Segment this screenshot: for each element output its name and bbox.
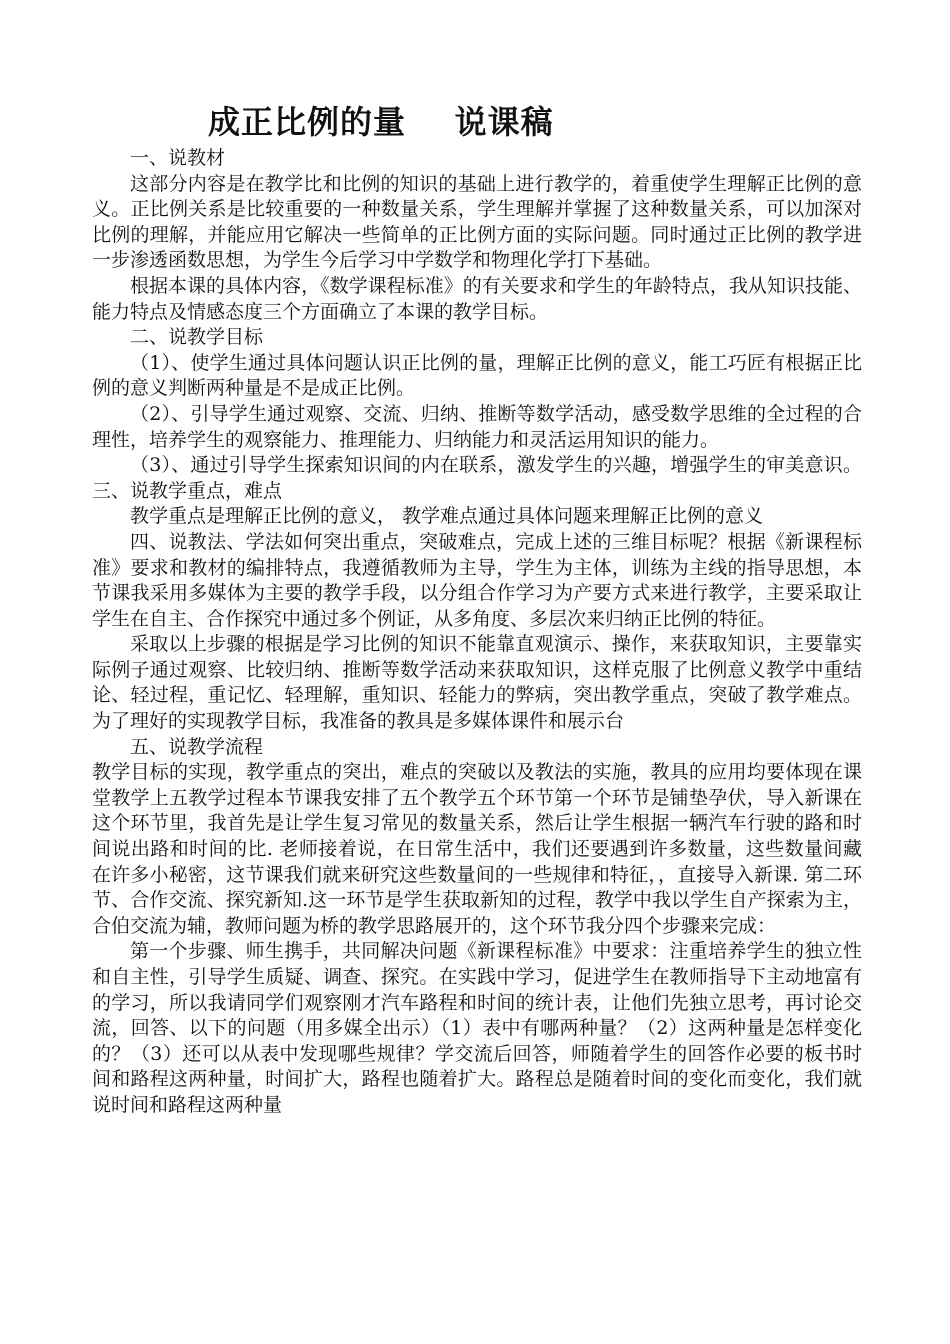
goal-item-1: （1）、使学生通过具体问题认识正比例的量，理解正比例的意义，能工巧匠有根据正比例的意义判断两种量是不是成正比例。 bbox=[92, 351, 862, 400]
paragraph-process: 教学目标的实现，教学重点的突出，难点的突破以及教法的实施，教具的应用均要体现在课堂教学上五教学过程本节课我安排了五个教学五个环节第一个环节是铺垫孕伏，导入新课在这个环节里，我首先是让学生复习常见的数量关系，然后让学生根据一辆汽车行驶的路和时间说出路和时间的比. 老师接着说，在日常生活中，我们还要遇到许多数量，这些数量间藏在许多小秘密，这节课我们就来研究这些数量间的一些规律和特征，，直接导入新课. 第二环节、合作交流、探究新知.这一环节是学生获取新知的过程，教学中我以学生自产探索为主，合伯交流为辅，教师问题为桥的教学思路展开的，这个环节我分四个步骤来完成： bbox=[92, 761, 862, 937]
paragraph-1: 这部分内容是在教学比和比例的知识的基础上进行教学的，着重使学生理解正比例的意义。正比例关系是比较重要的一种数量关系，学生理解并掌握了这种数量关系，可以加深对比例的理解，并能应用它解决一些简单的正比例方面的实际问题。同时通过正比例的教学进一步渗透函数思想，为学生今后学习中学数学和物理化学打下基础。 bbox=[92, 172, 862, 272]
paragraph-2: 根据本课的具体内容，《数学课程标准》的有关要求和学生的年龄特点，我从知识技能、能力特点及情感态度三个方面确立了本课的教学目标。 bbox=[92, 274, 862, 323]
section-heading-1: 一、说教材 bbox=[130, 147, 226, 169]
goal-item-2: （2）、引导学生通过观察、交流、归纳、推断等数学活动，感受数学思维的全过程的合理性，培养学生的观察能力、推理能力、归纳能力和灵活运用知识的能力。 bbox=[92, 402, 862, 451]
document-body bbox=[92, 146, 862, 1119]
section-heading-5: 五、说教学流程 bbox=[130, 735, 264, 758]
document-title: 成正比例的量 说课稿 bbox=[208, 103, 554, 141]
paragraph-step-1: 第一个步骤、师生携手，共同解决问题《新课程标准》中要求：注重培养学生的独立性和自主性，引导学生质疑、调查、探究。在实践中学习，促进学生在教师指导下主动地富有的学习，所以我请同学们观察刚才汽车路程和时间的统计表，让他们先独立思考，再讨论交流，回答、以下的问题（用多媒全出示）（1）表中有哪两种量？（2）这两种量是怎样变化的？（3）还可以从表中发现哪些规律？学交流后回答，师随着学生的回答作必要的板书时间和路程这两种量，时间扩大，路程也随着扩大。路程总是随着时间的变化而变化，我们就说时间和路程这两种量 bbox=[92, 940, 862, 1116]
paragraph-rationale: 采取以上步骤的根据是学习比例的知识不能靠直观演示、操作，来获取知识，主要靠实际例子通过观察、比较归纳、推断等数学活动来获取知识，这样克服了比例意义教学中重结论、轻过程，重记忆、轻理解，重知识、轻能力的弊病，突出教学重点，突破了教学难点。为了理好的实现教学目标，我准备的教具是多媒体课件和展示台 bbox=[92, 633, 862, 733]
paragraph-key-points: 教学重点是理解正比例的意义， 教学难点通过具体问题来理解正比例的意义 bbox=[130, 505, 764, 528]
paragraph-methods: 四、说教法、学法如何突出重点，突破难点，完成上述的三维目标呢？根据《新课程标准》要求和教材的编排特点，我遵循教师为主导，学生为主体，训练为主线的指导思想，本节课我采用多媒体为主要的教学手段，以分组合作学习为产要方式来进行教学，主要采取让学生在自主、合作探究中通过多个例证，从多角度、多层次来归纳正比例的特征。 bbox=[92, 530, 862, 630]
section-heading-2: 二、说教学目标 bbox=[130, 326, 264, 349]
goal-item-3: （3）、通过引导学生探索知识间的内在联系，激发学生的兴趣，增强学生的审美意识。三、说教学重点，难点 bbox=[92, 454, 862, 502]
